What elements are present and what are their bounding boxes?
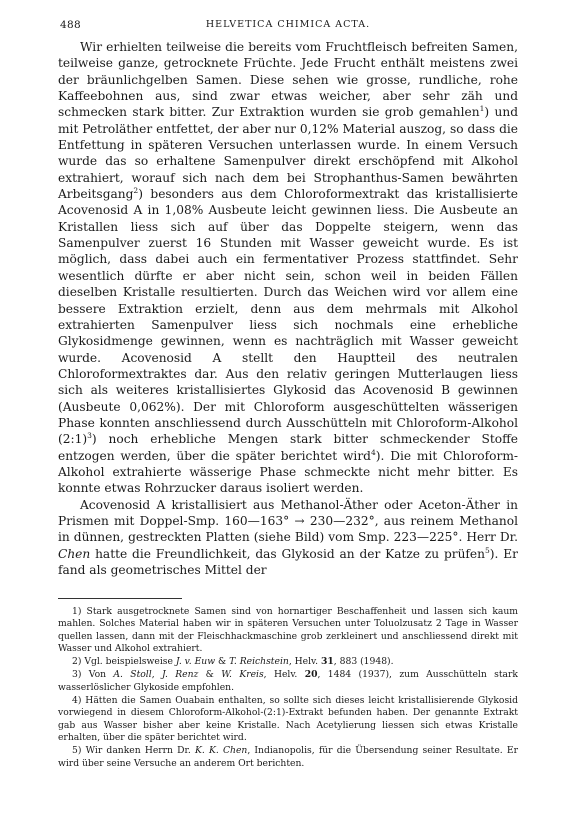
footnote-ref: 4: [370, 447, 376, 457]
paragraph: Acovenosid A kristallisiert aus Methanol-Äther oder Aceton-Äther in Prismen mit Doppel-Smp. 160—163° → 230—232°, aus reinem Methanol in dünnen, gestreckten Platten (siehe Bild) vom Smp. 223—225°. Herr Dr. Chen hatte die Freundlichkeit, das Glykosid an der Katze zu prüfen$^5$). Er fand als geometrisches Mittel der: [58, 497, 518, 577]
footnote-ref: 5: [485, 545, 490, 555]
footnote-ref: 2: [133, 186, 139, 196]
main-text: [58, 39, 518, 578]
footnote: 5) Wir danken Herrn Dr. K. K. Chen, Indianopolis, für die Übersendung seiner Resultate. Er wird über seine Versuche an anderem Ort berichten.: [58, 745, 518, 769]
footnote: 4) Hätten die Samen Ouabain enthalten, so sollte sich dieses leicht kristallisierende Glykosid vorwiegend in diesem Chloroform-Alkohol-(2:1)-Extrakt befunden haben. Der genannte Extrakt gab aus Wasser bisher aber keine Kristalle. Nach Acetylierung liessen sich etwas Kristalle erhalten, über die später berichtet wird.: [58, 695, 518, 743]
paragraph: Wir erhielten teilweise die bereits vom Fruchtfleisch befreiten Samen, teilweise ganze, getrocknete Früchte. Jede Frucht enthält meistens zwei der bräunlichgelben Samen. Diese sehen wie grosse, rundliche, rohe Kaffeebohnen aus, sind zwar etwas weicher, aber sehr zäh und schmecken stark bitter. Zur Extraktion wurden sie grob gemahlen$^1$) und mit Petroläther entfettet, der aber nur 0,12% Material auszog, so dass die Entfettung in späteren Versuchen unterlassen wurde. In einem Versuch wurde das so erhaltene Samenpulver direkt erschöpfend mit Alkohol extrahiert, worauf sich nach dem bei Strophanthus-Samen bewährten Arbeitsgang$^2$) besonders aus dem Chloroformextrakt das kristallisierte Acovenosid A in 1,08% Ausbeute leicht gewinnen liess. Die Ausbeute an Kristallen liess sich auf über das Doppelte steigern, wenn das Samenpulver zuerst 16 Stunden mit Wasser geweicht wurde. Es ist möglich, dass dabei auch ein fermentativer Prozess stattfindet. Sehr wesentlich dürfte er aber nicht sein, schon weil in beiden Fällen dieselben Kristalle resultierten. Durch das Weichen wird vor allem eine bessere Extraktion erzielt, denn aus dem mehrmals mit Alkohol extrahierten Samenpulver liess sich nochmals eine erhebliche Glykosidmenge gewinnen, wenn es nachträglich mit Wasser geweicht wurde. Acovenosid A stellt den Hauptteil des neutralen Chloroformextraktes dar. Aus den relativ geringen Mutterlaugen liess sich als weiteres kristallisiertes Glykosid das Acovenosid B gewinnen (Ausbeute 0,062%). Der mit Chloroform ausgeschüttelten wässerigen Phase konnten anschliessend durch Ausschütteln mit Chloroform-Alkohol (2:1)$^3$) noch erhebliche Mengen stark bitter schmeckender Stoffe entzogen werden, über die später berichtet wird$^4$). Die mit Chloroform-Alkohol extrahierte wässerige Phase schmeckte nicht mehr bitter. Es konnte etwas Rohrzucker daraus isoliert werden.: [58, 40, 519, 496]
footnote-ref: 1: [479, 104, 485, 114]
footnote: 3) Von A. Stoll, J. Renz & W. Kreis, Helv. 20, 1484 (1937), zum Ausschütteln stark wasserlöslicher Glykoside empfohlen.: [58, 669, 518, 693]
footnotes: [58, 606, 518, 771]
author-name: Chen: [58, 546, 91, 561]
footnote-divider: [58, 598, 182, 599]
footnote-ref: 3: [87, 431, 92, 441]
footnote: 2) Vgl. beispielsweise J. v. Euw & T. Reichstein, Helv. 31, 883 (1948).: [72, 656, 394, 668]
page-number: 488: [60, 19, 81, 31]
journal-title: HELVETICA CHIMICA ACTA.: [205, 19, 371, 30]
running-header: [60, 19, 516, 35]
footnote: 1) Stark ausgetrocknete Samen sind von hornartiger Beschaffenheit und lassen sich kaum mahlen. Solches Material haben wir in späteren Versuchen unter Toluolzusatz 2 Tage in Wasser quellen lassen, dann mit der Fleischhackmaschine grob zerkleinert und anschliessend direkt mit Wasser und Alkohol extrahiert.: [58, 606, 518, 654]
